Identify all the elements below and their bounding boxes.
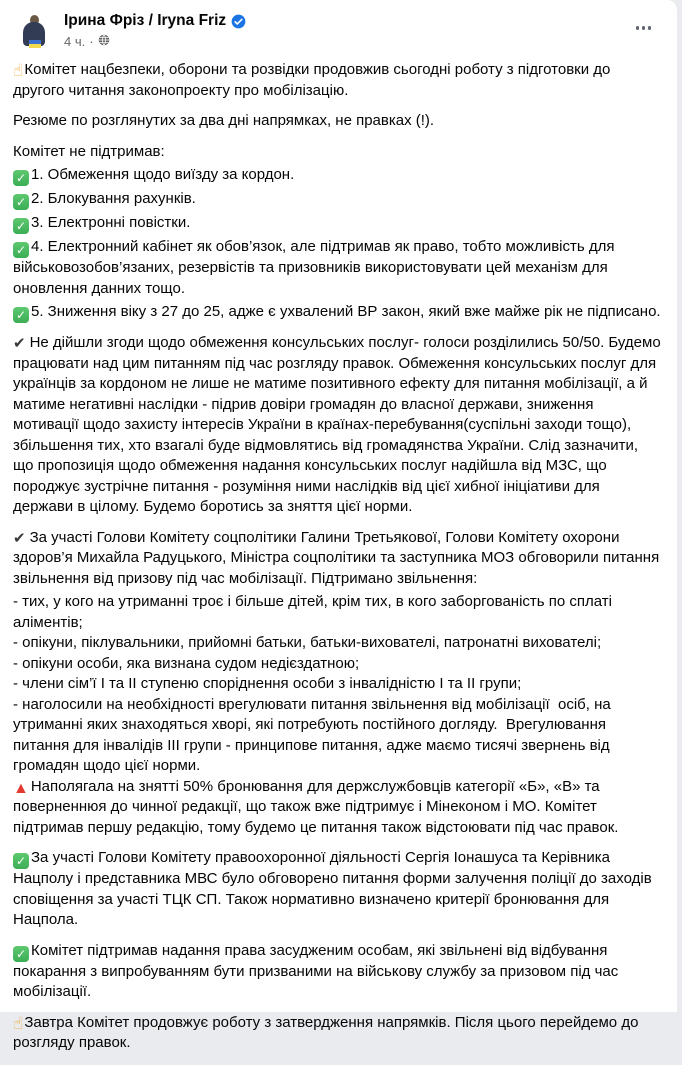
paragraph-text: Наполягала на знятті 50% бронювання для держслужбовців категорії «Б», «В» та поверненнюя до чинної редакції, що також вже підтримує і Мінеконом і МО. Комітет підтримав першу редакцію, тому будемо це питання також відстоювати під час правок. bbox=[13, 777, 619, 836]
paragraph-text: За участі Голови Комітету правоохоронної діяльності Сергія Іонашуса та Керівника Нацполу і представника МВС було обговорено питання форми залучення поліції до заходів сповіщення за участі ТЦК СП. Також нормативно визначено критерії бронювання для Нацпола. bbox=[13, 849, 656, 928]
check-green-icon: ✓ bbox=[13, 307, 29, 323]
header-meta bbox=[64, 10, 632, 49]
post-paragraph bbox=[13, 941, 661, 1003]
post-paragraph bbox=[13, 674, 661, 695]
post-paragraph bbox=[13, 189, 661, 210]
check-dark-icon: ✔ bbox=[13, 529, 26, 547]
post-paragraph bbox=[13, 695, 661, 777]
post-paragraph bbox=[13, 848, 661, 931]
post-paragraph bbox=[13, 777, 661, 839]
dot-icon bbox=[636, 26, 640, 30]
paragraph-text: За участі Голови Комітету соцполітики Галини Третьякової, Голови Комітету охорони здоров’я Михайла Радуцького, Міністра соцполітики та заступника МОЗ обговорили питання звільнення від призову під час мобілізації. Підтримано звільнення: bbox=[13, 528, 664, 587]
more-options-button[interactable] bbox=[632, 20, 656, 36]
post-paragraph bbox=[13, 142, 661, 163]
paragraph-text: - члени сім’ї I та II ступеню споріднення особи з інвалідністю I та II групи; bbox=[13, 675, 522, 692]
post-paragraph bbox=[13, 237, 661, 299]
check-green-icon: ✓ bbox=[13, 194, 29, 210]
post-paragraph bbox=[13, 528, 664, 590]
paragraph-text: 3. Електронні повістки. bbox=[31, 214, 191, 231]
timestamp-separator: · bbox=[89, 34, 94, 49]
post-paragraph bbox=[13, 111, 661, 132]
point-up-2-icon: ☝ bbox=[13, 1013, 24, 1033]
paragraph-text: - наголосили на необхідності врегулювати питання звільнення від мобілізації осіб, на утриманні яких знаходяться хворі, які потребують постійного догляду. Врегулювання питання для інвалідів III групи - принципове питання, адже маємо тисячі звернень від громадян щодо цієї норми. bbox=[13, 695, 615, 774]
post-header bbox=[0, 0, 677, 56]
paragraph-text: Завтра Комітет продовжує роботу з затвердження напрямків. Після цього перейдемо до розгляду правок. bbox=[13, 1013, 643, 1051]
post-paragraph bbox=[13, 165, 661, 186]
post-paragraph bbox=[13, 302, 661, 323]
post-body bbox=[0, 56, 677, 1065]
avatar[interactable] bbox=[14, 10, 54, 50]
check-green-icon: ✓ bbox=[13, 242, 29, 258]
paragraph-text: Комітет підтримав надання права засудженим особам, які звільнені від відбування покарання з випробуванням бути призваними на військову службу за призовом під час мобілізації. bbox=[13, 941, 623, 1000]
post-paragraph bbox=[13, 1013, 661, 1054]
post-paragraph bbox=[13, 60, 661, 101]
post-paragraph bbox=[13, 633, 661, 654]
dot-icon bbox=[648, 26, 652, 30]
post-paragraph bbox=[13, 213, 661, 234]
paragraph-text: - опікуни, піклувальники, прийомні батьки, батьки-вихователі, патронатні вихователі; bbox=[13, 634, 602, 651]
paragraph-text: - тих, у кого на утриманні троє і більше дітей, крім тих, в кого заборгованість по сплаті аліментів; bbox=[13, 593, 617, 631]
post-paragraph bbox=[13, 592, 661, 633]
check-green-icon: ✓ bbox=[13, 170, 29, 186]
paragraph-text: - опікуни особи, яка визнана судом недієздатною; bbox=[13, 654, 360, 672]
ukraine-flag-yellow bbox=[29, 44, 41, 48]
paragraph-text: Не дійшли згоди щодо обмеження консульських послуг- голоси розділились 50/50. Будемо працювати над цим питанням під час розгляду правок. Обмеження консульських послуг для українців за кордоном не лише не матиме позитивного ефекту для питання мобілізації, а й матиме негативні наслідки - підрив довіри громадян до власної держави, зниження мотивації щодо захисту інтересів України в країнах-перебування(суспільні заходи тощо), збільшення тих, хто взагалі буде відмовлятись від громадянства України. Слід зазначити, що пропозиція щодо обмеження надання консульських послуг надійшла від МЗС, що породжує зустрічне питання - розуміння ними наслідків від цієї хибної ініціативи для держави в цілому. Будемо боротись за зняття цієї норми. bbox=[13, 334, 665, 515]
dot-icon bbox=[642, 26, 646, 30]
paragraph-text: Комітет не підтримав: bbox=[13, 142, 165, 160]
paragraph-text: Комітет нацбезпеки, оборони та розвідки продовжив сьогодні роботу з підготовки до другого читання законопроекту про мобілізацію. bbox=[13, 61, 615, 99]
check-green-icon: ✓ bbox=[13, 218, 29, 234]
paragraph-text: 4. Електронний кабінет як обов’язок, але підтримав як право, тобто можливість для військовозобов’язаних, резервістів та призовників використовувати цей механізм для оновлення данних тощо. bbox=[13, 238, 619, 297]
post-timestamp[interactable]: 4 ч. bbox=[64, 34, 86, 49]
check-green-icon: ✓ bbox=[13, 946, 29, 962]
paragraph-text: 2. Блокування рахунків. bbox=[31, 190, 196, 207]
paragraph-text: 5. Зниження віку з 27 до 25, адже є ухвалений ВР закон, який вже майже рік не підписано. bbox=[31, 303, 661, 320]
globe-public-icon bbox=[98, 34, 110, 49]
check-dark-icon: ✔ bbox=[13, 335, 26, 352]
paragraph-text: 1. Обмеження щодо виїзду за кордон. bbox=[31, 166, 295, 183]
post-paragraph bbox=[13, 333, 665, 518]
triangle-red-icon: ▲ bbox=[13, 779, 29, 797]
paragraph-text: Резюме по розглянутих за два дні напрямках, не правках (!). bbox=[13, 112, 435, 129]
author-name[interactable]: Ірина Фріз / Iryna Friz bbox=[64, 12, 227, 29]
post-paragraph bbox=[13, 654, 661, 675]
check-green-icon: ✓ bbox=[13, 853, 29, 869]
point-up-icon: ☝ bbox=[13, 61, 24, 80]
verified-badge-icon bbox=[231, 14, 246, 29]
